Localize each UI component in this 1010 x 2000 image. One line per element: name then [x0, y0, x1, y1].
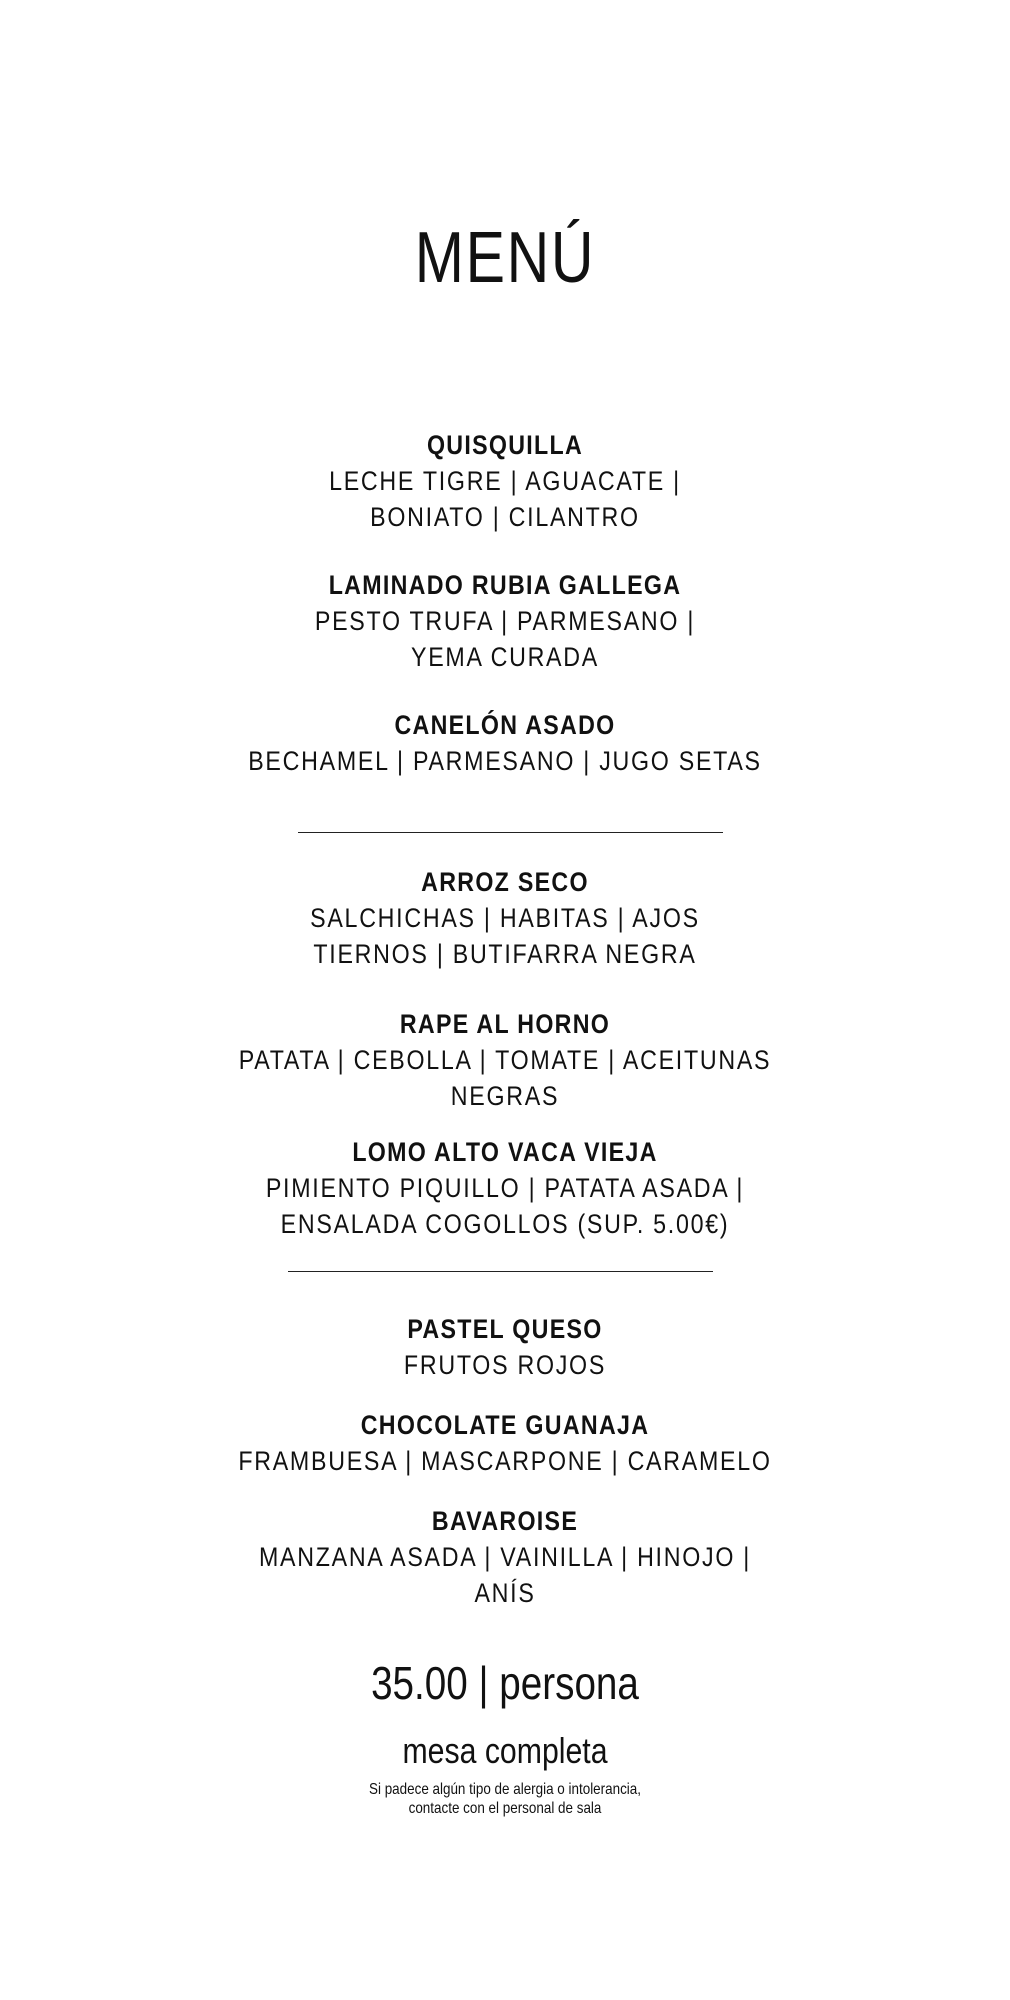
dish-description: PESTO TRUFA | PARMESANO | — [314, 606, 696, 636]
dish-canelon-asado — [0, 708, 1010, 779]
dish-chocolate-guanaja — [0, 1408, 1010, 1479]
allergy-notice-line: contacte con el personal de sala — [408, 1800, 602, 1817]
dish-name: RAPE AL HORNO — [399, 1009, 611, 1039]
dish-description: LECHE TIGRE | AGUACATE | — [329, 466, 681, 496]
dish-description: ANÍS — [474, 1578, 536, 1608]
dish-pastel-queso — [0, 1312, 1010, 1383]
dish-name: LOMO ALTO VACA VIEJA — [352, 1137, 658, 1167]
allergy-notice — [81, 1780, 929, 1818]
dish-description: PATATA | CEBOLLA | TOMATE | ACEITUNAS — [238, 1045, 772, 1075]
allergy-notice-line: Si padece algún tipo de alergia o intolerancia, — [369, 1781, 641, 1798]
dish-description: PIMIENTO PIQUILLO | PATATA ASADA | — [265, 1173, 745, 1203]
dish-name: CANELÓN ASADO — [394, 710, 616, 740]
dish-name: CHOCOLATE GUANAJA — [360, 1410, 650, 1440]
dish-description: YEMA CURADA — [411, 642, 599, 672]
menu-condition: mesa completa — [402, 1730, 608, 1771]
dish-description: NEGRAS — [450, 1081, 560, 1111]
dish-rape-al-horno — [0, 1007, 1010, 1114]
dish-name: LAMINADO RUBIA GALLEGA — [328, 570, 682, 600]
dish-description: SALCHICHAS | HABITAS | AJOS — [310, 903, 700, 933]
dish-lomo-alto-vaca-vieja — [0, 1135, 1010, 1242]
dish-description: FRUTOS ROJOS — [403, 1350, 607, 1380]
dish-description: FRAMBUESA | MASCARPONE | CARAMELO — [238, 1446, 772, 1476]
dish-description: ENSALADA COGOLLOS (SUP. 5.00€) — [280, 1209, 730, 1239]
dish-arroz-seco — [0, 865, 1010, 972]
menu-price: 35.00 | persona — [371, 1657, 639, 1709]
dish-name: PASTEL QUESO — [407, 1314, 603, 1344]
section-divider — [288, 1271, 713, 1272]
dish-name: QUISQUILLA — [426, 430, 584, 460]
dish-description: BECHAMEL | PARMESANO | JUGO SETAS — [248, 746, 762, 776]
dish-quisquilla — [0, 428, 1010, 535]
dish-description: MANZANA ASADA | VAINILLA | HINOJO | — [258, 1542, 752, 1572]
dish-name: ARROZ SECO — [421, 867, 589, 897]
dish-description: BONIATO | CILANTRO — [370, 502, 640, 532]
section-divider — [298, 832, 723, 833]
dish-name: BAVAROISE — [431, 1506, 579, 1536]
menu-title: MENÚ — [414, 218, 596, 298]
dish-description: TIERNOS | BUTIFARRA NEGRA — [313, 939, 697, 969]
dish-bavaroise — [0, 1504, 1010, 1611]
dish-laminado-rubia-gallega — [0, 568, 1010, 675]
